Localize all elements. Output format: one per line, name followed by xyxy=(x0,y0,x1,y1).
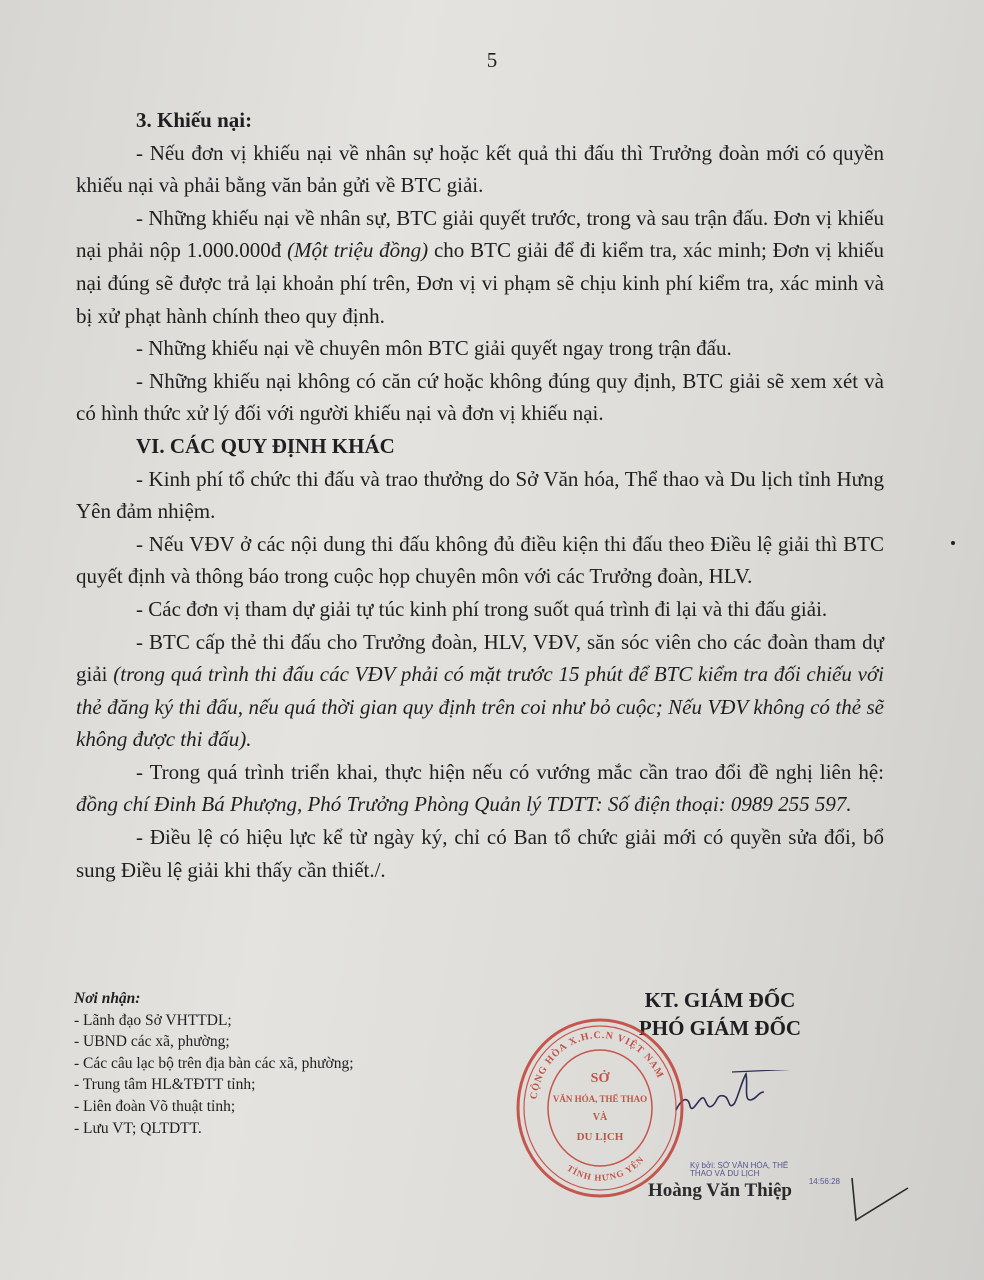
digital-sign-line: Ký bởi: SỞ VĂN HÓA, THỂ xyxy=(690,1161,789,1170)
italic-text: (trong quá trình thi đấu các VĐV phải có mặt trước 15 phút để BTC kiểm tra đối chiếu với thẻ đăng ký thi đấu, nếu quá thời gian quy định trên coi như bỏ cuộc; Nếu VĐV không có thẻ sẽ không được thi đấu). xyxy=(76,662,884,752)
recipient-item: - Các câu lạc bộ trên địa bàn các xã, phường; xyxy=(74,1054,354,1072)
text-run: - BTC cấp thẻ thi đấu cho Trưởng đoàn, HLV, VĐV, săn sóc viên cho các đoàn tham dự giải xyxy=(76,629,884,687)
recipients-title: Nơi nhận: xyxy=(74,990,141,1007)
paragraph: - Kinh phí tổ chức thi đấu và trao thưởng do Sở Văn hóa, Thể thao và Du lịch tỉnh Hưng Yên đảm nhiệm. xyxy=(76,466,884,524)
handwritten-signature xyxy=(672,1070,792,1120)
paragraph: - Nếu VĐV ở các nội dung thi đấu không đủ điều kiện thi đấu theo Điều lệ giải thì BTC quyết định và thông báo trong cuộc họp chuyên môn với các Trưởng đoàn, HLV. xyxy=(76,531,884,589)
checkmark-icon xyxy=(848,1176,912,1224)
digital-sign-line: THAO VÀ DU LỊCH xyxy=(690,1169,760,1178)
signature-title-line2: PHÓ GIÁM ĐỐC xyxy=(638,1016,802,1040)
svg-text:DU LỊCH: DU LỊCH xyxy=(576,1131,624,1143)
paragraph xyxy=(76,626,884,756)
recipient-item: - UBND các xã, phường; xyxy=(74,1033,230,1051)
svg-text:VÀ: VÀ xyxy=(592,1112,608,1123)
paragraph: - Các đơn vị tham dự giải tự túc kinh phí trong suốt quá trình đi lại và thi đấu giải. xyxy=(136,596,828,621)
recipient-item: - Lưu VT; QLTDTT. xyxy=(74,1119,202,1137)
signer-name: Hoàng Văn Thiệp xyxy=(648,1180,792,1201)
paragraph: - Những khiếu nại về chuyên môn BTC giải quyết ngay trong trận đấu. xyxy=(136,336,732,361)
digital-sign-time: 14:56:28 xyxy=(808,1177,840,1186)
official-seal xyxy=(512,1012,688,1204)
recipient-item: - Liên đoàn Võ thuật tỉnh; xyxy=(74,1097,236,1115)
paragraph: - Điều lệ có hiệu lực kể từ ngày ký, chỉ có Ban tổ chức giải mới có quyền sửa đổi, bổ sung Điều lệ giải khi thấy cần thiết./. xyxy=(76,825,884,882)
paragraph xyxy=(76,202,884,332)
paragraph xyxy=(76,756,884,821)
text-run: cho BTC giải để đi kiểm tra, xác minh; Đơn vị khiếu nại đúng sẽ được trả lại khoản phí trên, Đơn vị vi phạm sẽ chịu kinh phí kiểm tra, xác minh và bị xử phạt hành chính theo quy định. xyxy=(76,238,885,328)
recipient-item: - Lãnh đạo Sở VHTTDL; xyxy=(74,1011,232,1029)
italic-text: đồng chí Đinh Bá Phượng, Phó Trưởng Phòng Quản lý TDTT: Số điện thoại: 0989 255 597. xyxy=(76,792,852,817)
recipient-item: - Trung tâm HL&TĐTT tỉnh; xyxy=(74,1076,256,1094)
page-number: 5 xyxy=(486,48,498,72)
signature-title-line1: KT. GIÁM ĐỐC xyxy=(644,988,796,1012)
text-run: - Trong quá trình triển khai, thực hiện nếu có vướng mắc cần trao đổi đề nghị liên hệ: xyxy=(136,759,884,784)
ink-dot xyxy=(951,541,955,545)
italic-text: (Một triệu đồng) xyxy=(287,238,429,263)
section-heading-other-rules: VI. CÁC QUY ĐỊNH KHÁC xyxy=(136,433,395,458)
svg-text:TỈNH HƯNG YÊN: TỈNH HƯNG YÊN xyxy=(565,1153,647,1183)
text-run: - Những khiếu nại về nhân sự, BTC giải quyết trước, trong và sau trận đấu. Đơn vị khiếu nại phải nộp 1.000.000đ xyxy=(76,205,884,263)
recipients-block xyxy=(74,988,494,1139)
section-heading-complaints: 3. Khiếu nại: xyxy=(136,108,253,132)
paragraph: - Những khiếu nại không có căn cứ hoặc không đúng quy định, BTC giải sẽ xem xét và có hình thức xử lý đối với người khiếu nại và đơn vị khiếu nại. xyxy=(76,368,884,426)
document-body xyxy=(76,104,884,886)
svg-text:CỘNG HÒA X.H.C.N VIỆT NAM: CỘNG HÒA X.H.C.N VIỆT NAM xyxy=(528,1029,666,1101)
paragraph: - Nếu đơn vị khiếu nại về nhân sự hoặc kết quả thi đấu thì Trưởng đoàn mới có quyền khiếu nại và phải bằng văn bản gửi về BTC giải. xyxy=(76,140,884,198)
svg-text:VĂN HÓA, THỂ THAO: VĂN HÓA, THỂ THAO xyxy=(552,1094,648,1104)
svg-text:SỞ: SỞ xyxy=(590,1071,610,1086)
